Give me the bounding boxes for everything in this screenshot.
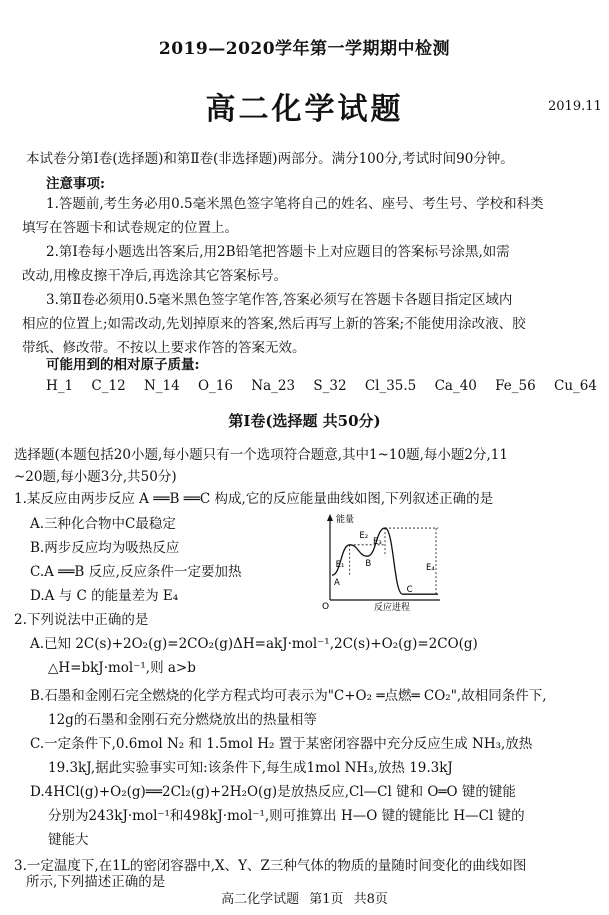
q2-line: C.一定条件下,0.6mol N₂ 和 1.5mol H₂ 置于某密闭容器中充分反应生成 NH₃,放热 <box>30 736 533 752</box>
notes-line: 相应的位置上;如需改动,先划掉原来的答案,然后再写上新的答案;不能使用涂改液、胶 <box>22 316 526 332</box>
q2-line: 分别为243kJ·mol⁻¹和498kJ·mol⁻¹,则可推算出 H—O 键的键能比 H—Cl 键的 <box>48 808 525 824</box>
point-label-a: A <box>334 578 340 589</box>
x-axis-label: 反应进程 <box>373 603 411 612</box>
q3-line: 所示,下列描述正确的是 <box>26 874 166 890</box>
section-title: 第Ⅰ卷(选择题 共50分) <box>228 412 381 430</box>
energy-label-e3: E₃ <box>373 537 382 548</box>
page-title: 高二化学试题 <box>205 92 404 127</box>
q2-stem: 2.下列说法中正确的是 <box>14 612 149 628</box>
q2-line: A.已知 2C(s)+2O₂(g)=2CO₂(g)ΔH=akJ·mol⁻¹,2C(s)+O₂(g)=2CO(g) <box>30 636 478 652</box>
notes-line: 2.第Ⅰ卷每小题选出答案后,用2B铅笔把答题卡上对应题目的答案标号涂黑,如需 <box>46 244 510 260</box>
intro-text: 本试卷分第Ⅰ卷(选择题)和第Ⅱ卷(非选择题)两部分。满分100分,考试时间90分钟。 <box>26 151 514 167</box>
q1-option-d: D.A 与 C 的能量差为 E₄ <box>30 588 179 604</box>
exam-date: 2019.11 <box>548 99 602 114</box>
section-instructions: ~20题,每小题3分,共50分) <box>14 469 177 485</box>
q1-option-b: B.两步反应均为吸热反应 <box>30 540 180 556</box>
exam-period-title: 2019—2020学年第一学期期中检测 <box>158 39 451 59</box>
section-instructions: 选择题(本题包括20小题,每小题只有一个选项符合题意,其中1~10题,每小题2分,11 <box>14 447 508 463</box>
notes-line: 填写在答题卡和试卷规定的位置上。 <box>22 220 238 236</box>
q2-line: 键能大 <box>48 832 89 848</box>
q3-line: 3.一定温度下,在1L的密闭容器中,X、Y、Z三种气体的物质的量随时间变化的曲线如图 <box>14 858 527 874</box>
notes-line: 1.答题前,考生务必用0.5毫米黑色签字笔将自己的姓名、座号、考生号、学校和科类 <box>46 196 544 212</box>
q1-option-c: C.A ══B 反应,反应条件一定要加热 <box>30 564 242 580</box>
q2-line: 19.3kJ,据此实验事实可知:该条件下,每生成1mol NH₃,放热 19.3kJ <box>48 760 453 776</box>
origin-label: O <box>322 602 330 612</box>
energy-diagram <box>314 512 444 612</box>
q2-line: D.4HCl(g)+O₂(g)══2Cl₂(g)+2H₂O(g)是放热反应,Cl—Cl 键和 O═O 键的键能 <box>30 784 516 800</box>
page-footer: 高二化学试题 第1页 共8页 <box>221 892 388 907</box>
energy-label-e1: E₁ <box>335 559 345 570</box>
point-label-c: C <box>406 585 413 596</box>
energy-label-e2: E₂ <box>359 531 369 542</box>
energy-label-e4: E₄ <box>426 563 435 574</box>
y-axis-label: 能量 <box>336 515 355 525</box>
masses-heading: 可能用到的相对原子质量: <box>46 357 200 373</box>
y-axis-arrow <box>327 514 333 521</box>
notes-heading: 注意事项: <box>46 176 105 192</box>
notes-line: 改动,用橡皮擦干净后,再选涂其它答案标号。 <box>22 268 288 284</box>
notes-line: 3.第Ⅱ卷必须用0.5毫米黑色签字笔作答,答案必须写在答题卡各题目指定区域内 <box>46 292 513 308</box>
q2-line: △H=bkJ·mol⁻¹,则 a>b <box>48 660 196 676</box>
q2-line: 12g的石墨和金刚石充分燃烧放出的热量相等 <box>48 712 317 728</box>
point-label-b: B <box>365 559 372 570</box>
q1-stem: 1.某反应由两步反应 A ══B ══C 构成,它的反应能量曲线如图,下列叙述正确的是 <box>14 491 494 507</box>
q2-line: B.石墨和金刚石完全燃烧的化学方程式均可表示为"C+O₂ ═点燃═ CO₂",故相同条件下, <box>30 688 547 704</box>
q1-option-a: A.三种化合物中C最稳定 <box>30 516 176 532</box>
atomic-masses: H_1 C_12 N_14 O_16 Na_23 S_32 Cl_35.5 Ca_40 Fe_56 Cu_64 <box>46 378 597 394</box>
notes-line: 带纸、修改带。不按以上要求作答的答案无效。 <box>22 340 306 356</box>
